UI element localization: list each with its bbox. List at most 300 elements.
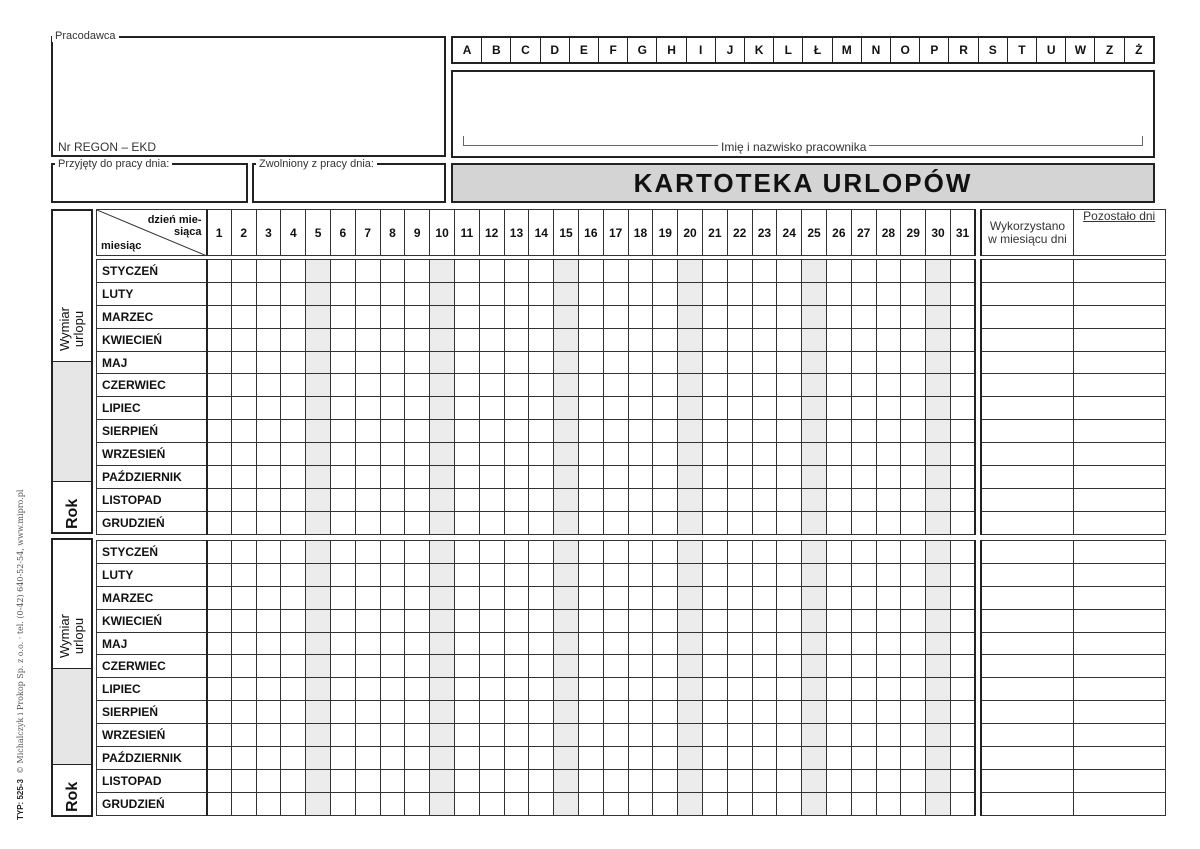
day-cell[interactable] (578, 351, 603, 374)
day-cell[interactable] (306, 701, 331, 724)
day-cell[interactable] (901, 792, 926, 815)
day-cell[interactable] (380, 769, 405, 792)
day-cell[interactable] (926, 397, 951, 420)
day-cell[interactable] (504, 701, 529, 724)
day-cell[interactable] (479, 488, 504, 511)
day-cell[interactable] (554, 563, 579, 586)
day-cell[interactable] (479, 609, 504, 632)
day-cell[interactable] (702, 328, 727, 351)
alphabet-letter[interactable]: C (511, 38, 540, 62)
day-cell[interactable] (603, 282, 628, 305)
day-cell[interactable] (777, 397, 802, 420)
used-days-cell[interactable] (981, 792, 1073, 815)
alphabet-letter[interactable]: B (482, 38, 511, 62)
day-cell[interactable] (504, 420, 529, 443)
day-cell[interactable] (851, 678, 876, 701)
day-cell[interactable] (578, 655, 603, 678)
day-cell[interactable] (653, 792, 678, 815)
day-cell[interactable] (454, 260, 479, 283)
day-cell[interactable] (504, 678, 529, 701)
day-cell[interactable] (678, 747, 703, 770)
alphabet-letter[interactable]: Z (1095, 38, 1124, 62)
day-cell[interactable] (702, 374, 727, 397)
day-cell[interactable] (554, 609, 579, 632)
day-cell[interactable] (851, 701, 876, 724)
day-cell[interactable] (281, 655, 306, 678)
day-cell[interactable] (405, 260, 430, 283)
day-cell[interactable] (405, 586, 430, 609)
day-cell[interactable] (876, 328, 901, 351)
remaining-days-cell[interactable] (1073, 678, 1165, 701)
day-cell[interactable] (355, 488, 380, 511)
day-cell[interactable] (454, 609, 479, 632)
day-cell[interactable] (330, 397, 355, 420)
remaining-days-cell[interactable] (1073, 511, 1165, 534)
day-cell[interactable] (207, 541, 232, 564)
day-cell[interactable] (306, 282, 331, 305)
day-cell[interactable] (306, 586, 331, 609)
day-cell[interactable] (578, 747, 603, 770)
day-cell[interactable] (926, 305, 951, 328)
day-cell[interactable] (306, 397, 331, 420)
day-cell[interactable] (454, 678, 479, 701)
day-cell[interactable] (330, 351, 355, 374)
day-cell[interactable] (950, 328, 975, 351)
day-cell[interactable] (281, 724, 306, 747)
day-cell[interactable] (653, 541, 678, 564)
day-cell[interactable] (727, 609, 752, 632)
day-cell[interactable] (926, 351, 951, 374)
day-cell[interactable] (355, 701, 380, 724)
used-days-cell[interactable] (981, 701, 1073, 724)
day-cell[interactable] (901, 563, 926, 586)
day-cell[interactable] (628, 374, 653, 397)
day-cell[interactable] (256, 328, 281, 351)
day-cell[interactable] (851, 328, 876, 351)
day-cell[interactable] (281, 260, 306, 283)
day-cell[interactable] (256, 655, 281, 678)
day-cell[interactable] (777, 374, 802, 397)
day-cell[interactable] (628, 443, 653, 466)
day-cell[interactable] (330, 632, 355, 655)
day-cell[interactable] (901, 374, 926, 397)
day-cell[interactable] (504, 511, 529, 534)
day-cell[interactable] (504, 632, 529, 655)
day-cell[interactable] (355, 724, 380, 747)
day-cell[interactable] (603, 632, 628, 655)
day-cell[interactable] (950, 724, 975, 747)
day-cell[interactable] (926, 541, 951, 564)
day-cell[interactable] (628, 351, 653, 374)
day-cell[interactable] (504, 655, 529, 678)
day-cell[interactable] (628, 724, 653, 747)
day-cell[interactable] (529, 420, 554, 443)
day-cell[interactable] (306, 466, 331, 489)
day-cell[interactable] (826, 511, 851, 534)
alphabet-letter[interactable]: O (891, 38, 920, 62)
day-cell[interactable] (554, 488, 579, 511)
day-cell[interactable] (678, 586, 703, 609)
day-cell[interactable] (628, 701, 653, 724)
day-cell[interactable] (454, 466, 479, 489)
day-cell[interactable] (380, 655, 405, 678)
day-cell[interactable] (727, 769, 752, 792)
day-cell[interactable] (380, 541, 405, 564)
day-cell[interactable] (851, 351, 876, 374)
day-cell[interactable] (578, 443, 603, 466)
day-cell[interactable] (727, 724, 752, 747)
day-cell[interactable] (479, 586, 504, 609)
day-cell[interactable] (281, 632, 306, 655)
alphabet-letter[interactable]: Ł (803, 38, 832, 62)
day-cell[interactable] (330, 488, 355, 511)
day-cell[interactable] (702, 563, 727, 586)
day-cell[interactable] (554, 541, 579, 564)
day-cell[interactable] (430, 609, 455, 632)
day-cell[interactable] (578, 374, 603, 397)
day-cell[interactable] (207, 443, 232, 466)
day-cell[interactable] (603, 397, 628, 420)
used-days-cell[interactable] (981, 260, 1073, 283)
day-cell[interactable] (777, 632, 802, 655)
day-cell[interactable] (529, 655, 554, 678)
day-cell[interactable] (901, 655, 926, 678)
day-cell[interactable] (628, 397, 653, 420)
day-cell[interactable] (702, 724, 727, 747)
day-cell[interactable] (306, 655, 331, 678)
day-cell[interactable] (628, 260, 653, 283)
day-cell[interactable] (454, 792, 479, 815)
day-cell[interactable] (802, 374, 827, 397)
day-cell[interactable] (777, 511, 802, 534)
day-cell[interactable] (355, 351, 380, 374)
day-cell[interactable] (256, 305, 281, 328)
day-cell[interactable] (851, 609, 876, 632)
day-cell[interactable] (752, 282, 777, 305)
remaining-days-cell[interactable] (1073, 792, 1165, 815)
day-cell[interactable] (281, 305, 306, 328)
day-cell[interactable] (876, 655, 901, 678)
day-cell[interactable] (678, 328, 703, 351)
day-cell[interactable] (554, 351, 579, 374)
day-cell[interactable] (926, 420, 951, 443)
day-cell[interactable] (727, 655, 752, 678)
day-cell[interactable] (826, 488, 851, 511)
day-cell[interactable] (826, 792, 851, 815)
day-cell[interactable] (876, 305, 901, 328)
day-cell[interactable] (802, 328, 827, 351)
day-cell[interactable] (430, 260, 455, 283)
day-cell[interactable] (454, 586, 479, 609)
day-cell[interactable] (802, 632, 827, 655)
day-cell[interactable] (653, 632, 678, 655)
day-cell[interactable] (430, 724, 455, 747)
day-cell[interactable] (876, 609, 901, 632)
day-cell[interactable] (628, 792, 653, 815)
used-days-cell[interactable] (981, 769, 1073, 792)
day-cell[interactable] (430, 632, 455, 655)
day-cell[interactable] (256, 374, 281, 397)
day-cell[interactable] (355, 260, 380, 283)
day-cell[interactable] (876, 443, 901, 466)
day-cell[interactable] (752, 260, 777, 283)
day-cell[interactable] (628, 282, 653, 305)
day-cell[interactable] (901, 305, 926, 328)
day-cell[interactable] (727, 747, 752, 770)
day-cell[interactable] (231, 260, 256, 283)
day-cell[interactable] (504, 541, 529, 564)
day-cell[interactable] (752, 769, 777, 792)
day-cell[interactable] (256, 701, 281, 724)
day-cell[interactable] (603, 328, 628, 351)
day-cell[interactable] (926, 747, 951, 770)
day-cell[interactable] (876, 488, 901, 511)
day-cell[interactable] (802, 678, 827, 701)
day-cell[interactable] (479, 305, 504, 328)
day-cell[interactable] (876, 351, 901, 374)
day-cell[interactable] (851, 260, 876, 283)
day-cell[interactable] (950, 351, 975, 374)
day-cell[interactable] (727, 632, 752, 655)
day-cell[interactable] (578, 609, 603, 632)
day-cell[interactable] (653, 655, 678, 678)
day-cell[interactable] (479, 282, 504, 305)
day-cell[interactable] (678, 466, 703, 489)
day-cell[interactable] (306, 443, 331, 466)
day-cell[interactable] (430, 678, 455, 701)
day-cell[interactable] (231, 443, 256, 466)
day-cell[interactable] (529, 724, 554, 747)
day-cell[interactable] (330, 443, 355, 466)
remaining-days-cell[interactable] (1073, 351, 1165, 374)
day-cell[interactable] (256, 351, 281, 374)
day-cell[interactable] (281, 282, 306, 305)
day-cell[interactable] (256, 511, 281, 534)
day-cell[interactable] (405, 632, 430, 655)
day-cell[interactable] (529, 305, 554, 328)
day-cell[interactable] (752, 792, 777, 815)
day-cell[interactable] (380, 305, 405, 328)
day-cell[interactable] (479, 563, 504, 586)
day-cell[interactable] (405, 792, 430, 815)
alphabet-letter[interactable]: T (1008, 38, 1037, 62)
day-cell[interactable] (504, 609, 529, 632)
day-cell[interactable] (752, 747, 777, 770)
day-cell[interactable] (207, 655, 232, 678)
alphabet-letter[interactable]: L (774, 38, 803, 62)
day-cell[interactable] (405, 747, 430, 770)
day-cell[interactable] (479, 397, 504, 420)
remaining-days-cell[interactable] (1073, 541, 1165, 564)
day-cell[interactable] (777, 563, 802, 586)
day-cell[interactable] (603, 609, 628, 632)
day-cell[interactable] (256, 260, 281, 283)
day-cell[interactable] (826, 260, 851, 283)
day-cell[interactable] (207, 328, 232, 351)
day-cell[interactable] (306, 305, 331, 328)
day-cell[interactable] (727, 443, 752, 466)
day-cell[interactable] (603, 792, 628, 815)
day-cell[interactable] (578, 397, 603, 420)
day-cell[interactable] (355, 397, 380, 420)
day-cell[interactable] (901, 282, 926, 305)
day-cell[interactable] (578, 260, 603, 283)
day-cell[interactable] (603, 655, 628, 678)
day-cell[interactable] (752, 511, 777, 534)
day-cell[interactable] (355, 511, 380, 534)
day-cell[interactable] (653, 374, 678, 397)
day-cell[interactable] (802, 792, 827, 815)
day-cell[interactable] (256, 541, 281, 564)
day-cell[interactable] (950, 397, 975, 420)
day-cell[interactable] (901, 488, 926, 511)
day-cell[interactable] (628, 466, 653, 489)
day-cell[interactable] (702, 655, 727, 678)
day-cell[interactable] (380, 632, 405, 655)
used-days-cell[interactable] (981, 282, 1073, 305)
day-cell[interactable] (454, 701, 479, 724)
day-cell[interactable] (578, 305, 603, 328)
day-cell[interactable] (231, 586, 256, 609)
day-cell[interactable] (207, 586, 232, 609)
day-cell[interactable] (306, 747, 331, 770)
day-cell[interactable] (851, 305, 876, 328)
day-cell[interactable] (851, 466, 876, 489)
day-cell[interactable] (802, 586, 827, 609)
day-cell[interactable] (256, 769, 281, 792)
day-cell[interactable] (950, 655, 975, 678)
remaining-days-cell[interactable] (1073, 443, 1165, 466)
remaining-days-cell[interactable] (1073, 632, 1165, 655)
day-cell[interactable] (628, 632, 653, 655)
day-cell[interactable] (504, 586, 529, 609)
day-cell[interactable] (430, 305, 455, 328)
day-cell[interactable] (876, 282, 901, 305)
day-cell[interactable] (950, 701, 975, 724)
day-cell[interactable] (826, 747, 851, 770)
day-cell[interactable] (529, 586, 554, 609)
day-cell[interactable] (207, 397, 232, 420)
day-cell[interactable] (727, 397, 752, 420)
day-cell[interactable] (628, 420, 653, 443)
alphabet-letter[interactable]: F (599, 38, 628, 62)
day-cell[interactable] (231, 397, 256, 420)
day-cell[interactable] (578, 282, 603, 305)
day-cell[interactable] (479, 511, 504, 534)
day-cell[interactable] (479, 541, 504, 564)
used-days-cell[interactable] (981, 305, 1073, 328)
day-cell[interactable] (727, 792, 752, 815)
remaining-days-cell[interactable] (1073, 724, 1165, 747)
day-cell[interactable] (355, 305, 380, 328)
day-cell[interactable] (479, 328, 504, 351)
day-cell[interactable] (529, 260, 554, 283)
day-cell[interactable] (405, 466, 430, 489)
day-cell[interactable] (876, 260, 901, 283)
day-cell[interactable] (330, 655, 355, 678)
day-cell[interactable] (504, 488, 529, 511)
day-cell[interactable] (479, 724, 504, 747)
day-cell[interactable] (504, 305, 529, 328)
day-cell[interactable] (851, 563, 876, 586)
day-cell[interactable] (678, 420, 703, 443)
day-cell[interactable] (529, 701, 554, 724)
day-cell[interactable] (950, 632, 975, 655)
alphabet-letter[interactable]: W (1066, 38, 1095, 62)
day-cell[interactable] (529, 563, 554, 586)
day-cell[interactable] (529, 511, 554, 534)
day-cell[interactable] (405, 609, 430, 632)
day-cell[interactable] (281, 792, 306, 815)
used-days-cell[interactable] (981, 563, 1073, 586)
day-cell[interactable] (529, 678, 554, 701)
day-cell[interactable] (578, 769, 603, 792)
day-cell[interactable] (727, 282, 752, 305)
day-cell[interactable] (678, 488, 703, 511)
day-cell[interactable] (430, 769, 455, 792)
day-cell[interactable] (628, 655, 653, 678)
day-cell[interactable] (479, 678, 504, 701)
day-cell[interactable] (207, 488, 232, 511)
remaining-days-cell[interactable] (1073, 420, 1165, 443)
day-cell[interactable] (355, 443, 380, 466)
used-days-cell[interactable] (981, 466, 1073, 489)
day-cell[interactable] (380, 747, 405, 770)
day-cell[interactable] (380, 586, 405, 609)
day-cell[interactable] (802, 747, 827, 770)
day-cell[interactable] (256, 724, 281, 747)
day-cell[interactable] (330, 466, 355, 489)
day-cell[interactable] (702, 420, 727, 443)
day-cell[interactable] (355, 563, 380, 586)
day-cell[interactable] (330, 328, 355, 351)
day-cell[interactable] (281, 747, 306, 770)
day-cell[interactable] (355, 632, 380, 655)
day-cell[interactable] (554, 328, 579, 351)
day-cell[interactable] (454, 563, 479, 586)
day-cell[interactable] (355, 655, 380, 678)
day-cell[interactable] (653, 511, 678, 534)
day-cell[interactable] (380, 282, 405, 305)
used-days-cell[interactable] (981, 541, 1073, 564)
day-cell[interactable] (330, 374, 355, 397)
day-cell[interactable] (330, 260, 355, 283)
day-cell[interactable] (529, 541, 554, 564)
day-cell[interactable] (851, 769, 876, 792)
day-cell[interactable] (554, 655, 579, 678)
day-cell[interactable] (231, 655, 256, 678)
day-cell[interactable] (653, 351, 678, 374)
day-cell[interactable] (826, 655, 851, 678)
day-cell[interactable] (752, 724, 777, 747)
day-cell[interactable] (702, 678, 727, 701)
day-cell[interactable] (207, 792, 232, 815)
day-cell[interactable] (554, 511, 579, 534)
day-cell[interactable] (752, 466, 777, 489)
day-cell[interactable] (355, 678, 380, 701)
day-cell[interactable] (231, 328, 256, 351)
day-cell[interactable] (306, 541, 331, 564)
day-cell[interactable] (256, 466, 281, 489)
day-cell[interactable] (901, 586, 926, 609)
remaining-days-cell[interactable] (1073, 586, 1165, 609)
day-cell[interactable] (678, 541, 703, 564)
day-cell[interactable] (306, 724, 331, 747)
day-cell[interactable] (752, 563, 777, 586)
day-cell[interactable] (777, 488, 802, 511)
day-cell[interactable] (529, 328, 554, 351)
day-cell[interactable] (231, 541, 256, 564)
